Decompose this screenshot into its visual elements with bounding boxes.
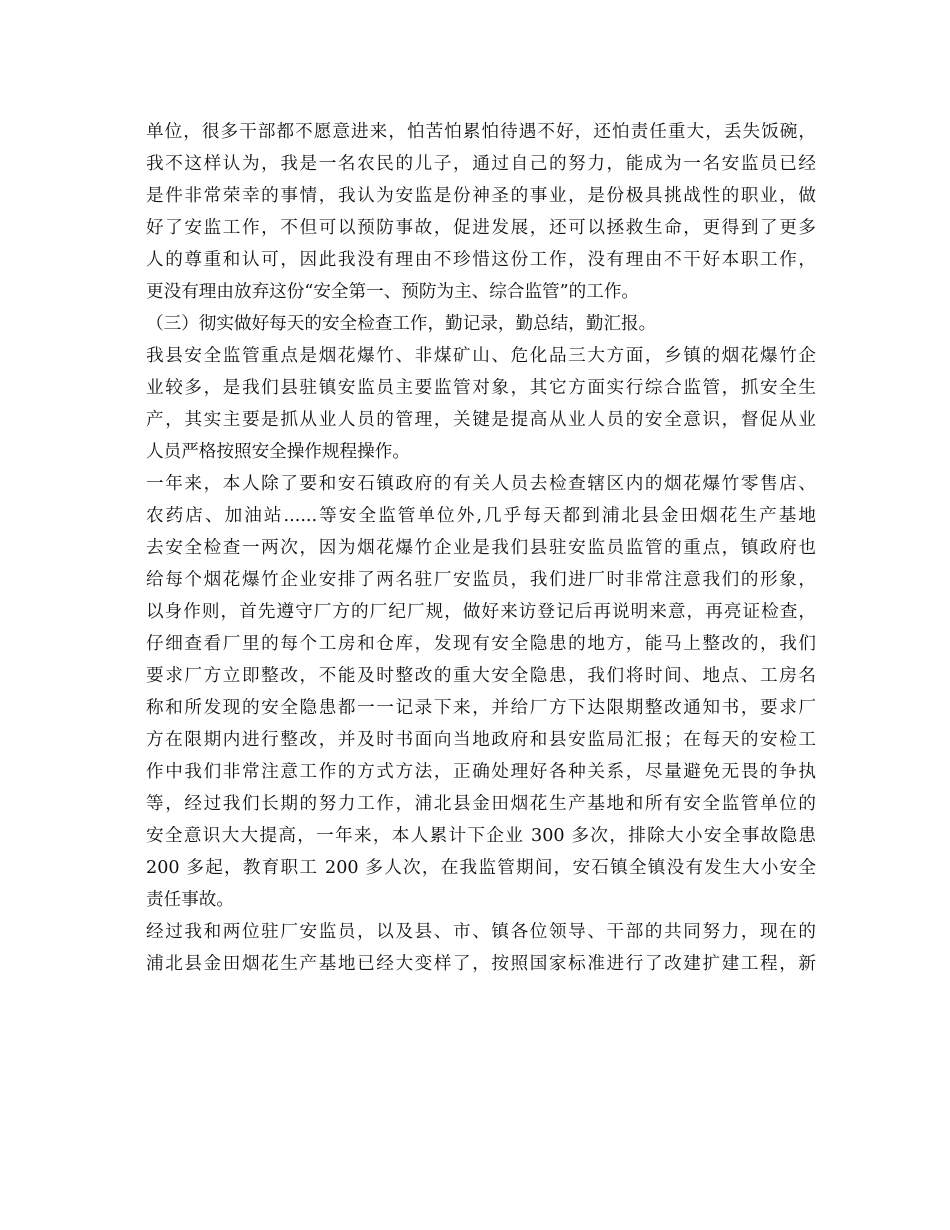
- text-line: 方在限期内进行整改，并及时书面向当地政府和县安监局汇报；在每天的安检工: [146, 730, 816, 750]
- text-line: 要求厂方立即整改，不能及时整改的重大安全隐患，我们将时间、地点、工房名: [146, 666, 816, 686]
- text-line: 更没有理由放弃这份“安全第一、预防为主、综合监管”的工作。: [146, 282, 640, 302]
- text-line: 好了安监工作，不但可以预防事故，促进发展，还可以拯救生命，更得到了更多: [146, 218, 816, 238]
- body-text: [146, 116, 816, 980]
- text-line: 安全意识大大提高，一年来，本人累计下企业 300 多次，排除大小安全事故隐患: [146, 826, 816, 846]
- text-line: 一年来，本人除了要和安石镇政府的有关人员去检查辖区内的烟花爆竹零售店、: [146, 474, 816, 494]
- text-line: 以身作则，首先遵守厂方的厂纪厂规，做好来访登记后再说明来意，再亮证检查，: [146, 602, 816, 622]
- text-line: 200 多起，教育职工 200 多人次，在我监管期间，安石镇全镇没有发生大小安全: [146, 858, 816, 878]
- text-line: 浦北县金田烟花生产基地已经大变样了，按照国家标准进行了改建扩建工程，新: [146, 954, 816, 974]
- text-line: 人员严格按照安全操作规程操作。: [146, 442, 410, 462]
- text-line: 责任事故。: [146, 890, 234, 910]
- text-line: 仔细查看厂里的每个工房和仓库，发现有安全隐患的地方，能马上整改的，我们: [146, 634, 816, 654]
- text-line: 等，经过我们长期的努力工作，浦北县金田烟花生产基地和所有安全监管单位的: [146, 794, 816, 814]
- text-line: 农药店、加油站......等安全监管单位外,几乎每天都到浦北县金田烟花生产基地: [146, 506, 816, 526]
- text-line: 产，其实主要是抓从业人员的管理，关键是提高从业人员的安全意识，督促从业: [146, 410, 816, 430]
- text-line: 单位，很多干部都不愿意进来，怕苦怕累怕待遇不好，还怕责任重大，丢失饭碗，: [146, 122, 816, 142]
- section-heading: （三）彻实做好每天的安全检查工作，勤记录，勤总结，勤汇报。: [146, 314, 657, 334]
- text-line: 我不这样认为，我是一名农民的儿子，通过自己的努力，能成为一名安监员已经: [146, 154, 816, 174]
- text-line: 业较多，是我们县驻镇安监员主要监管对象，其它方面实行综合监管，抓安全生: [146, 378, 816, 398]
- text-line: 称和所发现的安全隐患都一一记录下来，并给厂方下达限期整改通知书，要求厂: [146, 698, 816, 718]
- text-line: 人的尊重和认可，因此我没有理由不珍惜这份工作，没有理由不干好本职工作，: [146, 250, 816, 270]
- text-line: 给每个烟花爆竹企业安排了两名驻厂安监员，我们进厂时非常注意我们的形象，: [146, 570, 816, 590]
- text-line: 是件非常荣幸的事情，我认为安监是份神圣的事业，是份极具挑战性的职业，做: [146, 186, 816, 206]
- text-line: 作中我们非常注意工作的方式方法，正确处理好各种关系，尽量避免无畏的争执: [146, 762, 816, 782]
- text-line: 我县安全监管重点是烟花爆竹、非煤矿山、危化品三大方面，乡镇的烟花爆竹企: [146, 346, 816, 366]
- text-line: 经过我和两位驻厂安监员，以及县、市、镇各位领导、干部的共同努力，现在的: [146, 922, 816, 942]
- text-line: 去安全检查一两次，因为烟花爆竹企业是我们县驻安监员监管的重点，镇政府也: [146, 538, 816, 558]
